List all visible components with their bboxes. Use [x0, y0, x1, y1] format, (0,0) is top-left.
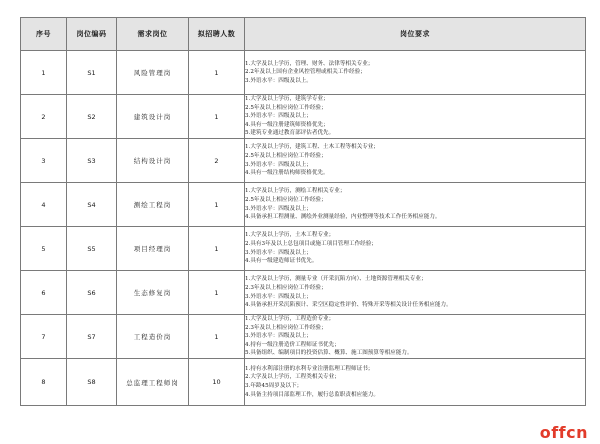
requirement-line: 1.大学及以上学历，管理、财务、法律等相关专业； — [245, 60, 374, 67]
table-body — [21, 51, 586, 406]
header-requirements: 岗位要求 — [245, 18, 586, 51]
headcount: 1 — [189, 95, 245, 139]
requirement-line: 4.具备承担开采沉陷预计、采空区稳定性评价、特殊开采等相关设计任务相应能力。 — [245, 302, 452, 309]
requirement-line: 4.具备承担工程测量、测绘外业测量经验，内业整理等技术工作任务相应能力。 — [245, 214, 441, 221]
headcount: 1 — [189, 315, 245, 359]
requirement-line: 3.外语水平：四级及以上； — [245, 293, 312, 300]
headcount: 1 — [189, 183, 245, 227]
requirements-cell — [245, 271, 586, 315]
position-name: 风险管理岗 — [117, 51, 189, 95]
table-row — [21, 183, 586, 227]
row-number: 2 — [21, 95, 67, 139]
requirements-cell — [245, 227, 586, 271]
requirements-cell — [245, 183, 586, 227]
requirements-cell — [245, 359, 586, 406]
position-code: S1 — [67, 51, 117, 95]
header-count: 拟招聘人数 — [189, 18, 245, 51]
header-position: 需求岗位 — [117, 18, 189, 51]
header-code: 岗位编码 — [67, 18, 117, 51]
requirement-line: 2.5年及以上相应岗位工作经验； — [245, 196, 327, 203]
headcount: 2 — [189, 139, 245, 183]
requirement-line: 5.具备组织、编制项目的投资估算、概算、施工图预算等相应能力。 — [245, 350, 413, 357]
requirement-line: 2.3年及以上相应岗位工作经验； — [245, 284, 327, 291]
headcount: 1 — [189, 227, 245, 271]
requirement-line: 1.大学及以上学历，工程造价专业； — [245, 316, 335, 323]
requirement-line: 2.具有3年及以上总包项目或施工项目管理工作经验； — [245, 240, 377, 247]
requirements-cell — [245, 139, 586, 183]
requirements-cell — [245, 51, 586, 95]
header-row — [21, 18, 586, 51]
requirement-line: 4.具备主持项目部监理工作，履行总监职责相应能力。 — [245, 391, 379, 398]
requirement-line: 3.外语水平：四级及以上。 — [245, 77, 312, 84]
position-name: 结构设计岗 — [117, 139, 189, 183]
position-code: S2 — [67, 95, 117, 139]
requirement-line: 1.大学及以上学历，建筑学专业； — [245, 96, 329, 103]
requirements-cell — [245, 315, 586, 359]
requirement-line: 2.5年及以上相应岗位工作经验； — [245, 152, 327, 159]
position-code: S4 — [67, 183, 117, 227]
position-name: 总监理工程师岗 — [117, 359, 189, 406]
requirement-line: 3.年龄45周岁及以下； — [245, 383, 303, 389]
requirement-line: 1.大学及以上学历，土木工程专业； — [245, 232, 335, 239]
table-row — [21, 227, 586, 271]
position-code: S5 — [67, 227, 117, 271]
table-row — [21, 359, 586, 406]
position-name: 生态修复岗 — [117, 271, 189, 315]
position-name: 测绘工程岗 — [117, 183, 189, 227]
recruitment-table — [20, 17, 586, 406]
requirement-line: 3.外语水平：四级及以上； — [245, 161, 312, 168]
position-code: S7 — [67, 315, 117, 359]
table-row — [21, 139, 586, 183]
row-number: 8 — [21, 359, 67, 406]
requirement-line: 1.大学及以上学历，测量专业（开采沉陷方向）、土地资源管理相关专业； — [245, 276, 427, 283]
row-number: 1 — [21, 51, 67, 95]
row-number: 7 — [21, 315, 67, 359]
requirement-line: 3.外语水平：四级及以上； — [245, 205, 312, 212]
position-code: S3 — [67, 139, 117, 183]
requirement-line: 1.大学及以上学历，建筑工程、土木工程等相关专业； — [245, 144, 379, 151]
row-number: 4 — [21, 183, 67, 227]
offcn-watermark: offcn — [539, 423, 588, 442]
requirements-cell — [245, 95, 586, 139]
requirement-line: 4.持有一级注册造价工程师证书优先； — [245, 341, 340, 348]
position-name: 项目经理岗 — [117, 227, 189, 271]
position-code: S6 — [67, 271, 117, 315]
header-no: 序号 — [21, 18, 67, 51]
requirement-line: 2.3年及以上相应岗位工作经验； — [245, 324, 327, 331]
requirement-line: 4.具有一级建造师证书优先。 — [245, 258, 318, 265]
table-row — [21, 95, 586, 139]
headcount: 1 — [189, 51, 245, 95]
table-row — [21, 315, 586, 359]
requirement-line: 3.外语水平：四级及以上； — [245, 249, 312, 256]
requirement-line: 4.具有一级注册结构师资格优先。 — [245, 170, 329, 177]
requirement-line: 2.2年及以上国有企业风控管理或相关工作经验； — [245, 69, 366, 76]
row-number: 3 — [21, 139, 67, 183]
requirement-line: 3.外语水平：四级及以上； — [245, 113, 312, 120]
requirement-line: 5.建筑专业通过教育部评估者优先。 — [245, 130, 335, 137]
requirement-line: 2.大学及以上学历，工程类相关专业； — [245, 374, 340, 381]
table-row — [21, 271, 586, 315]
requirement-line: 3.外语水平：四级及以上； — [245, 333, 312, 340]
position-code: S8 — [67, 359, 117, 406]
position-name: 建筑设计岗 — [117, 95, 189, 139]
requirement-line: 1.大学及以上学历，测绘工程相关专业； — [245, 188, 346, 195]
requirement-line: 2.5年及以上相应岗位工作经验； — [245, 104, 327, 111]
row-number: 6 — [21, 271, 67, 315]
headcount: 1 — [189, 271, 245, 315]
row-number: 5 — [21, 227, 67, 271]
headcount: 10 — [189, 359, 245, 406]
requirement-line: 4.具有一级注册建筑师资格优先； — [245, 121, 329, 128]
table-row — [21, 51, 586, 95]
position-name: 工程造价岗 — [117, 315, 189, 359]
requirement-line: 1.持有水利部注册的水利专业注册监理工程师证书； — [245, 365, 374, 372]
